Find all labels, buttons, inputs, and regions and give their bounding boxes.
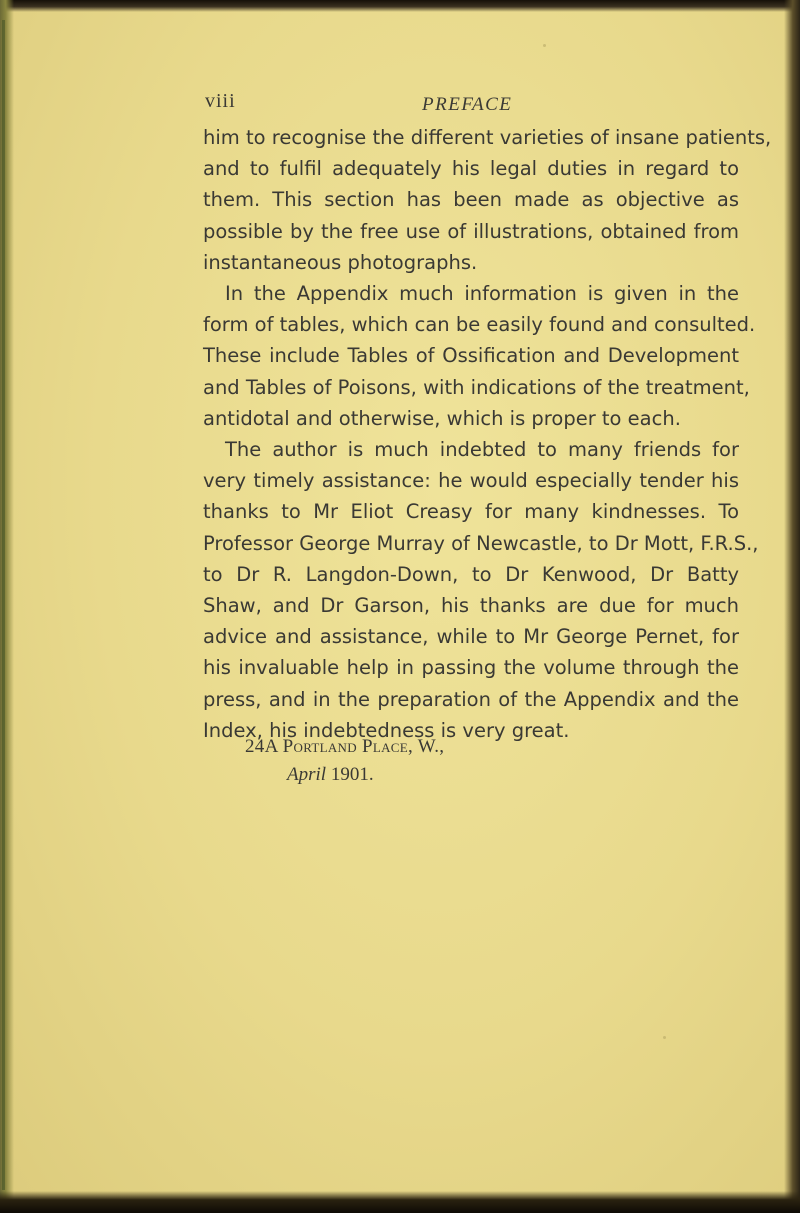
- signature-address: [245, 733, 444, 761]
- preface-body: [203, 122, 772, 746]
- page-number: viii: [205, 90, 236, 112]
- text-line: to Dr R. Langdon-Down, to Dr Kenwood, Dr Batty: [203, 562, 739, 586]
- binding-line: [2, 20, 5, 1190]
- text-line: Index, his indebtedness is very great.: [203, 718, 570, 742]
- paragraph-2: [203, 278, 756, 434]
- address-street: Portland Place, W.,: [282, 736, 445, 757]
- signature-date: [245, 761, 444, 789]
- page-right-edge: [784, 0, 800, 1213]
- text-line: Shaw, and Dr Garson, his thanks are due for much: [203, 594, 739, 618]
- text-line: press, and in the preparation of the Appendix and the: [203, 687, 739, 711]
- date-year: 1901.: [330, 764, 374, 785]
- paragraph-3: [203, 434, 759, 746]
- text-line: instantaneous photographs.: [203, 250, 478, 274]
- text-line: The author is much indebted to many friends for: [225, 438, 739, 462]
- text-line: Professor George Murray of Newcastle, to Dr Mott, F.R.S.,: [203, 531, 759, 555]
- paragraph-1: [203, 122, 772, 278]
- date-month: April: [287, 764, 327, 785]
- paper-speck: [543, 44, 546, 47]
- address-number: 24A: [245, 736, 278, 757]
- text-line: and Tables of Poisons, with indications of the treatment,: [203, 375, 750, 399]
- page-header: [0, 88, 800, 118]
- text-line: thanks to Mr Eliot Creasy for many kindnesses. To: [203, 500, 739, 524]
- text-line: and to fulfil adequately his legal duties in regard to: [203, 157, 739, 181]
- running-head: PREFACE: [422, 94, 513, 115]
- page-bottom-edge: [0, 1191, 800, 1213]
- text-line: form of tables, which can be easily found and consulted.: [203, 313, 756, 337]
- text-line: In the Appendix much information is given in the: [225, 282, 739, 306]
- text-line: very timely assistance: he would especially tender his: [203, 469, 739, 493]
- text-line: antidotal and otherwise, which is proper to each.: [203, 406, 681, 430]
- text-line: These include Tables of Ossification and Development: [203, 344, 739, 368]
- text-line: possible by the free use of illustrations, obtained from: [203, 219, 739, 243]
- signature-block: [245, 733, 444, 789]
- text-line: his invaluable help in passing the volume through the: [203, 656, 739, 680]
- text-line: advice and assistance, while to Mr George Pernet, for: [203, 625, 739, 649]
- paper-speck: [663, 1036, 666, 1039]
- text-line: them. This section has been made as objective as: [203, 188, 739, 212]
- text-line: him to recognise the different varieties of insane patients,: [203, 126, 772, 149]
- page-top-edge: [0, 0, 800, 12]
